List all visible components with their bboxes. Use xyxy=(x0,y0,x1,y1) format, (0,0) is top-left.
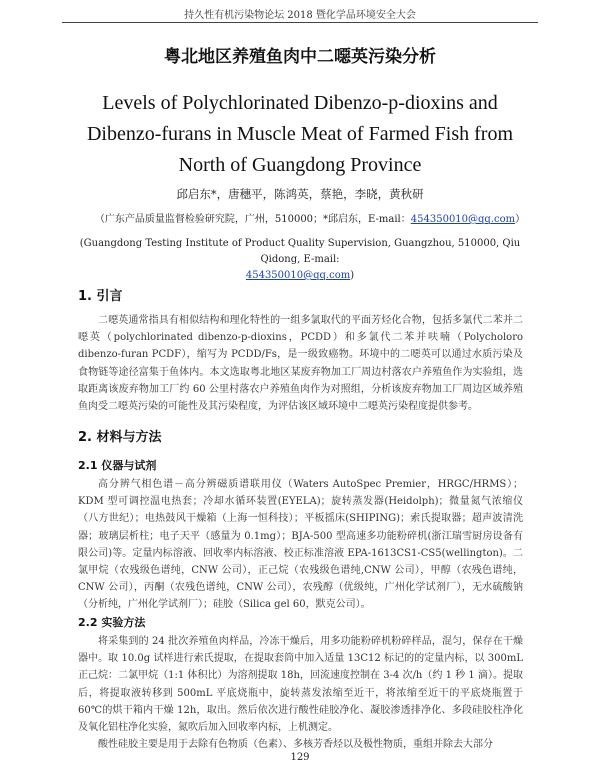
running-header: 持久性有机污染物论坛 2018 暨化学品环境安全大会 xyxy=(184,10,416,21)
title-zh: 粤北地区养殖鱼肉中二噁英污染分析 xyxy=(164,47,436,67)
subsection-heading-instruments: 2.1 仪器与试剂 xyxy=(78,459,157,472)
experiment-paragraph-continued: 酸性硅胶主要是用于去除有色物质（色素）、多核芳香烃以及极性物质，重组并除去大部分 xyxy=(98,739,493,750)
experiment-paragraph: 将采集到的 24 批次养殖鱼肉样品，冷冻干燥后，用多功能粉碎机粉碎样品，混匀，保存在干燥器中。取 10.0g 试样进行索氏提取，在提取套筒中加入适量 13C12 标记的的定量内标，以 300mL 正己烷：二氯甲烷（1:1 体积比）为溶剂提取 18h，回流速度控制在 3-4 次/h（约 1 秒 1 滴）。提取后，将提取液转移到 500mL 平底烧瓶中，旋转蒸发浓缩至近干，将浓缩至近干的平底烧瓶置于 60℃的烘干箱内干燥 12h，取出。然后依次进行酸性硅胶净化、凝胶渗透排净化、多段硅胶柱净化及氧化铝柱净化实验，氮吹后加入回收率内标，上机测定。 xyxy=(78,636,523,734)
email-link-zh[interactable]: 454350010@qq.com xyxy=(410,214,516,225)
affiliation-en-text: (Guangdong Testing Institute of Product Quality Supervision, Guangzhou, 510000, Qiu Qidong, E-mail: xyxy=(79,238,521,265)
subsection-heading-experiment: 2.2 实验方法 xyxy=(78,616,146,629)
authors: 邱启东*，唐穗平，陈鸿英，蔡艳，李晓，黄秋研 xyxy=(176,187,424,201)
email-link-en[interactable]: 454350010@qq.com xyxy=(245,270,351,281)
section-heading-intro: 1. 引言 xyxy=(78,289,123,304)
header-rule xyxy=(62,22,538,23)
section-heading-methods: 2. 材料与方法 xyxy=(78,430,162,445)
instruments-paragraph: 高分辨气相色谱－高分辨磁质谱联用仪（Waters AutoSpec Premier，HRGC/HRMS）；KDM 型可调控温电热套；冷却水循环装置(EYELA)；旋转蒸发器(Heidolph)；微量氮气浓缩仪（八方世纪）；电热鼓风干燥箱（上海一恒科技）；平板摇床(SHIPING)；索氏提取器；超声波清洗器；玻璃层析柱；电子天平（感量为 0.1mg）；BJA-500 型高速多功能粉碎机(浙江瑞雪厨房设备有限公司)等。定量内标溶液、回收率内标溶液、校正标准溶液 EPA-1613CS1-CS5(wellington)。二氯甲烷（农残级色谱纯，CNW 公司），正己烷（农残级色谱纯,CNW 公司），甲醇（农残色谱纯，CNW 公司），丙酮（农残色谱纯，CNW 公司），农残醇（优级纯，广州化学试剂厂），无水硫酸钠（分析纯，广州化学试剂厂）；硅胶（Silica gel 60，默克公司）。 xyxy=(78,479,523,611)
affiliation-zh-text: （广东产品质量监督检验研究院，广州，510000；*邱启东，E-mail： xyxy=(94,214,411,225)
page-number: 129 xyxy=(290,752,310,763)
intro-paragraph: 二噁英通常指具有相似结构和理化特性的一组多氯取代的平面芳烃化合物，包括多氯代二苯并二噁英（polychlorinated dibenzo-p-dioxins，PCDD）和多氯代二苯并呋喃（Polycholoro dibenzo-furan PCDF），缩写为 PCDD/Fs，是一级致癌物。环境中的二噁英可以通过水质污染及食物链等途径富集于鱼体内。本文选取粤北地区某废弃物加工厂周边村落农户养殖鱼作为实验组，选取距离该废弃物加工厂约 60 公里村落农户养殖鱼肉作为对照组，分析该废弃物加工厂周边区域养殖鱼肉受二噁英污染的可能性及其污染程度，为评估该区域环境中二噁英污染程度提供参考。 xyxy=(78,315,523,413)
affiliation-en xyxy=(70,236,530,284)
affiliation-zh-close: ） xyxy=(515,214,526,225)
affiliation-en-close: ) xyxy=(350,270,355,281)
title-en: Levels of Polychlorinated Dibenzo-p-dioxins and Dibenzo-furans in Muscle Meat of Farmed Fish from North of Guangdong Province xyxy=(86,92,513,176)
affiliation-zh xyxy=(70,210,550,225)
